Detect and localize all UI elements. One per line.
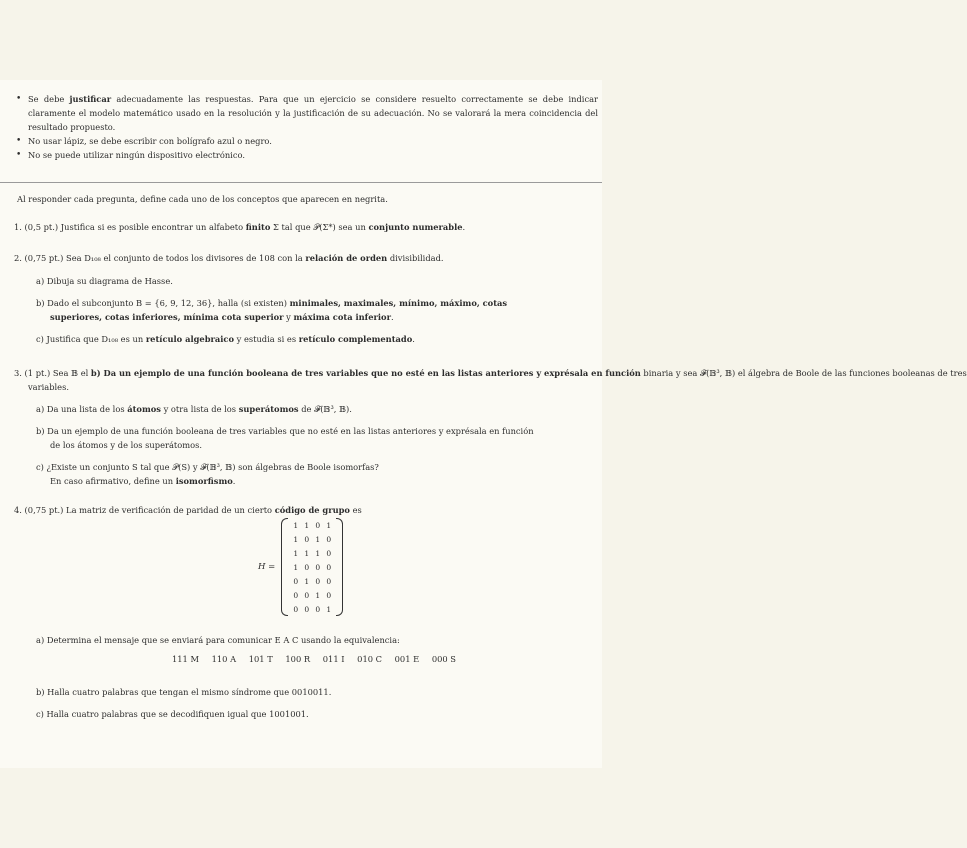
question-4a: a) Determina el mensaje que se enviará para comunicar E A C usando la equivalencia: — [36, 635, 400, 645]
matrix-cell: 0 — [315, 520, 321, 530]
matrix-cell: 0 — [293, 576, 299, 586]
matrix-row — [290, 602, 334, 616]
question-4: 4. (0,75 pt.) La matriz de verificación de paridad de un cierto código de grupo es — [14, 505, 362, 515]
code-item: 111 M — [172, 654, 199, 664]
matrix-cell: 0 — [326, 534, 332, 544]
matrix-row — [290, 532, 334, 546]
matrix-cell: 0 — [304, 604, 310, 614]
divider — [0, 182, 602, 183]
matrix-cell: 1 — [293, 534, 299, 544]
intro-text: Al responder cada pregunta, define cada uno de los conceptos que aparecen en negrita. — [17, 194, 388, 204]
instruction-item: • No usar lápiz, se debe escribir con bolígrafo azul o negro. — [14, 134, 598, 148]
code-item: 101 T — [248, 654, 273, 664]
question-4c: c) Halla cuatro palabras que se decodifiquen igual que 1001001. — [36, 709, 309, 719]
code-equivalence — [172, 654, 466, 664]
matrix-cell: 0 — [315, 576, 321, 586]
matrix-cell: 0 — [293, 604, 299, 614]
matrix-cell: 0 — [326, 576, 332, 586]
matrix-cell: 0 — [315, 604, 321, 614]
question-2c: c) Justifica que D₁₀₈ es un retículo algebraico y estudia si es retículo complementado. — [36, 334, 415, 344]
matrix-cell: 0 — [326, 590, 332, 600]
matrix-row — [290, 574, 334, 588]
question-1: 1. (0,5 pt.) Justifica si es posible encontrar un alfabeto finito Σ tal que 𝒫(Σ*) sea un conjunto numerable. — [14, 222, 466, 232]
matrix-cell: 0 — [315, 562, 321, 572]
question-3b-cont: de los átomos y de los superátomos. — [50, 440, 202, 450]
matrix-cell: 1 — [304, 576, 310, 586]
matrix-cell: 1 — [326, 520, 332, 530]
question-2a: a) Dibuja su diagrama de Hasse. — [36, 276, 173, 286]
code-item: 010 C — [357, 654, 382, 664]
matrix-cell: 0 — [293, 590, 299, 600]
question-2: 2. (0,75 pt.) Sea D₁₀₈ el conjunto de todos los divisores de 108 con la relación de orden divisibilidad. — [14, 253, 444, 263]
matrix-cell: 1 — [293, 520, 299, 530]
matrix-cell: 0 — [304, 534, 310, 544]
matrix-row — [290, 588, 334, 602]
question-3: 3. (1 pt.) Sea 𝔹 el b) Da un ejemplo de una función booleana de tres variables que no esté en las listas anteriores y exprésala en función binaria y sea 𝓕(𝔹³, 𝔹) el álgebra de Boole de las funciones booleanas de tres — [14, 368, 967, 378]
matrix-cell: 1 — [293, 562, 299, 572]
matrix-cell: 1 — [293, 548, 299, 558]
matrix-row — [290, 560, 334, 574]
question-2b: b) Dado el subconjunto B = {6, 9, 12, 36}, halla (si existen) minimales, maximales, mínimo, máximo, cotas — [36, 298, 508, 308]
matrix-row — [290, 546, 334, 560]
matrix-cell: 1 — [315, 534, 321, 544]
question-4b: b) Halla cuatro palabras que tengan el mismo síndrome que 0010011. — [36, 687, 332, 697]
question-3a: a) Da una lista de los átomos y otra lista de los superátomos de 𝓕(𝔹³, 𝔹). — [36, 404, 352, 414]
matrix-cell: 0 — [304, 590, 310, 600]
question-3c-cont: En caso afirmativo, define un isomorfismo. — [50, 476, 236, 486]
question-3b: b) Da un ejemplo de una función booleana de tres variables que no esté en las listas anteriores y exprésala en función — [36, 426, 534, 436]
code-item: 000 S — [431, 654, 456, 664]
instruction-item: • No se puede utilizar ningún dispositivo electrónico. — [14, 148, 598, 162]
matrix-grid — [281, 518, 343, 616]
matrix-cell: 1 — [315, 590, 321, 600]
matrix-cell: 1 — [326, 604, 332, 614]
matrix-cell: 0 — [326, 562, 332, 572]
exam-page — [0, 80, 967, 768]
code-item: 001 E — [394, 654, 420, 664]
question-3c: c) ¿Existe un conjunto S tal que 𝒫(S) y 𝓕(𝔹³, 𝔹) son álgebras de Boole isomorfas? — [36, 462, 379, 472]
question-3-cont: variables. — [28, 382, 69, 392]
instruction-item: • Se debe justificar adecuadamente las respuestas. Para que un ejercicio se considere resuelto correctamente se debe indicar claramente el modelo matemático usado en la resolución y la justificación de su adecuación. No se valorará la mera coincidencia del resultado propuesto. — [14, 92, 598, 134]
parity-matrix — [258, 516, 343, 618]
matrix-cell: 1 — [304, 520, 310, 530]
matrix-row — [290, 518, 334, 532]
code-item: 110 A — [211, 654, 237, 664]
matrix-cell: 0 — [304, 562, 310, 572]
instructions-list — [14, 92, 598, 162]
question-2b-cont: superiores, cotas inferiores, mínima cota superior y máxima cota inferior. — [50, 312, 394, 322]
code-item: 100 R — [285, 654, 311, 664]
matrix-cell: 1 — [304, 548, 310, 558]
matrix-label: H = — [258, 562, 276, 572]
matrix-cell: 1 — [315, 548, 321, 558]
matrix-cell: 0 — [326, 548, 332, 558]
code-item: 011 I — [322, 654, 345, 664]
